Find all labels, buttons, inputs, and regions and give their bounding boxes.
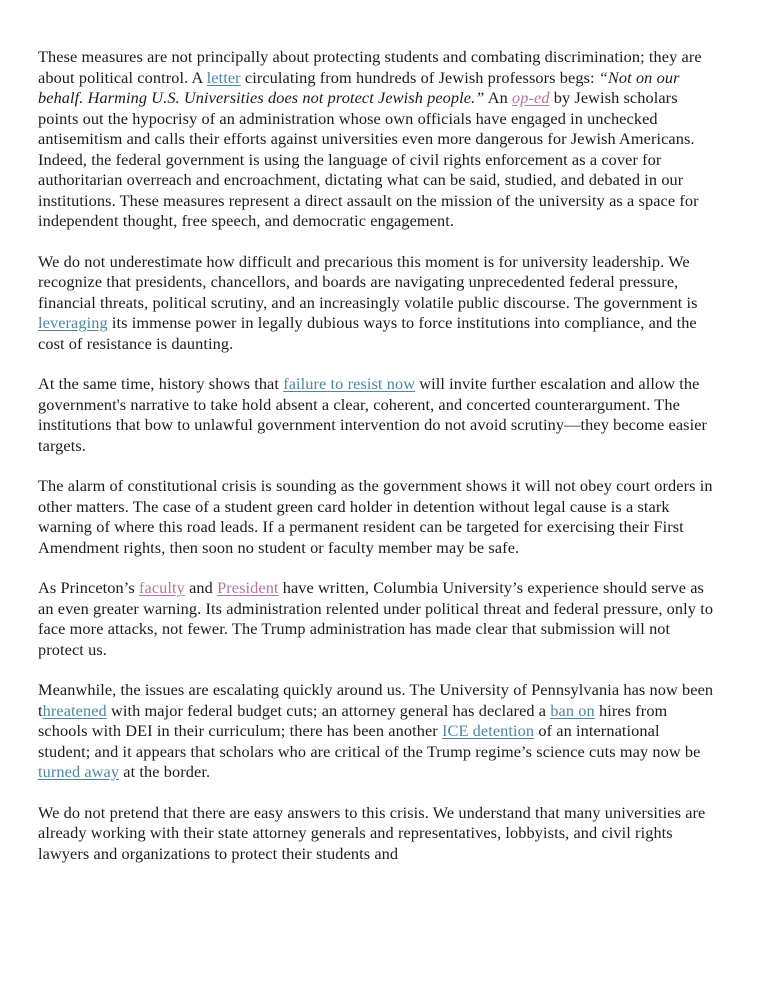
paragraph — [38, 47, 714, 232]
text-run: will invite further escalation and allow the government's narrative to take hold absent a clear, coherent, and concerted counterargument. The institutions that bow to unlawful government intervention do not avoid scrutiny—they become easier targets. — [38, 374, 708, 455]
text-run: “Not on our behalf. Harming U.S. Universities does not protect Jewish people.” — [38, 67, 680, 107]
leveraging-link[interactable]: leveraging — [38, 313, 108, 332]
text-run: Meanwhile, the issues are escalating quickly around us. The University of Pennsylvania has now been t — [38, 680, 714, 720]
text-run: As Princeton’s — [38, 578, 139, 597]
text-run: We do not underestimate how difficult and precarious this moment is for university leadership. We recognize that presidents, chancellors, and boards are navigating unprecedented federal pressure, financial threats, political scrutiny, and an increasingly volatile public discourse. The government is — [38, 251, 698, 312]
text-run: At the same time, history shows that — [38, 374, 284, 393]
text-run: We do not pretend that there are easy answers to this crisis. We understand that many universities are already working with their state attorney generals and representatives, lobbyists, and civil rights lawyers and organizations to protect their students and — [38, 802, 706, 863]
ban-on-link[interactable]: ban on — [550, 700, 595, 720]
hreatened-link[interactable]: hreatened — [42, 700, 107, 720]
faculty-link[interactable]: faculty — [139, 578, 185, 597]
paragraph — [38, 680, 714, 783]
text-run: circulating from hundreds of Jewish professors begs: — [240, 67, 599, 87]
op-ed-link[interactable]: op-ed — [512, 88, 550, 107]
paragraph — [38, 803, 714, 865]
document-body — [38, 47, 714, 864]
text-run: The alarm of constitutional crisis is sounding as the government shows it will not obey court orders in other matters. The case of a student green card holder in detention without legal cause is a stark warning of where this road leads. If a permanent resident can be targeted for exercising their First Amendment rights, then soon no student or faculty member may be safe. — [38, 476, 713, 557]
text-run: An — [484, 88, 512, 107]
text-run: of an international student; and it appears that scholars who are critical of the Trump regime’s science cuts may now be — [38, 721, 701, 761]
text-run: These measures are not principally about protecting students and combating discrimination; they are about political control. A — [38, 47, 702, 87]
failure-to-resist-now-link[interactable]: failure to resist now — [283, 374, 416, 393]
paragraph — [38, 476, 714, 558]
president-link[interactable]: President — [217, 578, 279, 597]
letter-link[interactable]: letter — [206, 67, 241, 87]
text-run: with major federal budget cuts; an attorney general has declared a — [106, 700, 551, 720]
text-run: have written, Columbia University’s experience should serve as an even greater warning. Its administration relented under political threat and federal pressure, only to face more attacks, not fewer. The Trump administration has made clear that submission will not protect us. — [38, 578, 714, 659]
ice-detention-link[interactable]: ICE detention — [441, 721, 535, 740]
text-run: at the border. — [119, 762, 211, 781]
paragraph — [38, 578, 714, 660]
paragraph — [38, 374, 714, 456]
text-run: its immense power in legally dubious ways to force institutions into compliance, and the cost of resistance is daunting. — [38, 313, 697, 353]
turned-away-link[interactable]: turned away — [38, 762, 120, 781]
paragraph — [38, 252, 714, 355]
text-run: hires from schools with DEI in their curriculum; there has been another — [38, 700, 668, 740]
text-run: and — [184, 578, 218, 597]
text-run: by Jewish scholars points out the hypocrisy of an administration whose own officials have engaged in unchecked antisemitism and calls their efforts against universities even more dangerous for Jewish Americans. Indeed, the federal government is using the language of civil rights enforcement as a cover for authoritarian overreach and encroachment, dictating what can be said, studied, and debated in our institutions. These measures represent a direct assault on the mission of the university as a space for independent thought, free speech, and democratic engagement. — [38, 88, 699, 230]
